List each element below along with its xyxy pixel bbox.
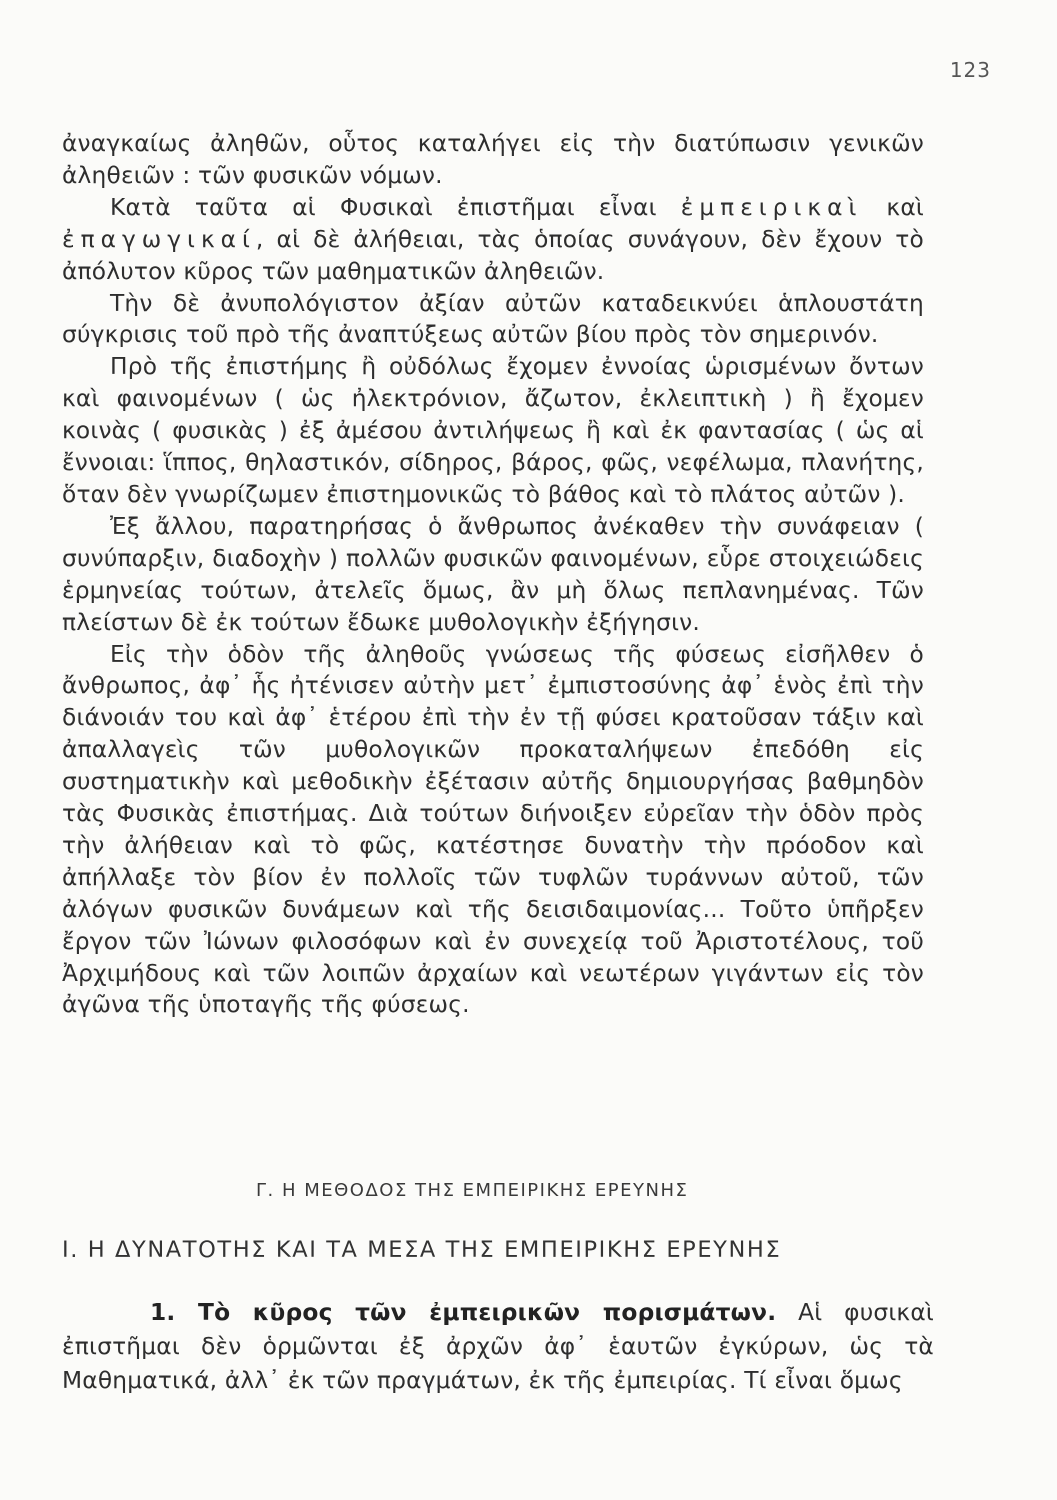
paragraph-2 bbox=[62, 192, 924, 288]
subsection-paragraph bbox=[62, 1296, 934, 1397]
paragraph-5: Ἐξ ἄλλου, παρατηρήσας ὁ ἄνθρωπος ἀνέκαθεν τὴν συνάφειαν ( συνύπαρξιν, διαδοχὴν ) πολλῶν φυσικῶν φαινομένων, εὗρε στοιχειώδεις ἑρμηνείας τούτων, ἀτελεῖς ὅμως, ἂν μὴ ὅλως πεπλανημένας. Τῶν πλείστων δὲ ἐκ τούτων ἔδωκε μυθολογικὴν ἐξήγησιν. bbox=[62, 512, 924, 636]
paragraph-2-middle: καὶ bbox=[862, 193, 924, 221]
chapter-title: Ι. Η ΔΥΝΑΤΟΤΗΣ ΚΑΙ ΤΑ ΜΕΣΑ ΤΗΣ ΕΜΠΕΙΡΙΚΗΣ ΕΡΕΥΝΗΣ bbox=[62, 1237, 782, 1263]
emphasis-empirical: ἐμπειρικαὶ bbox=[680, 193, 863, 221]
subsection-body: Αἱ φυσικαὶ ἐπιστῆμαι δὲν ὁρμῶνται ἐξ ἀρχῶν ἀφ᾿ ἑαυτῶν ἐγκύρων, ὡς τὰ Μαθηματικά, ἀλλ᾿ ἐκ τῶν πραγμάτων, ἐκ τῆς ἐμπειρίας. Τί εἶναι ὅμως bbox=[62, 1299, 934, 1394]
paragraph-2-suffix: , αἱ δὲ ἀλήθειαι, τὰς ὁποίας συνάγουν, δὲν ἔχουν τὸ ἀπόλυτον κῦρος τῶν μαθηματικῶν ἀληθειῶν. bbox=[62, 225, 924, 285]
page-number: 123 bbox=[949, 58, 991, 82]
section-title: Γ. Η ΜΕΘΟΔΟΣ ΤΗΣ ΕΜΠΕΙΡΙΚΗΣ ΕΡΕΥΝΗΣ bbox=[256, 1180, 689, 1201]
paragraph-6: Εἰς τὴν ὁδὸν τῆς ἀληθοῦς γνώσεως τῆς φύσεως εἰσῆλθεν ὁ ἄνθρωπος, ἀφ᾿ ἧς ἠτένισεν αὐτὴν μετ᾿ ἐμπιστοσύνης ἀφ᾿ ἑνὸς ἐπὶ τὴν διάνοιάν του καὶ ἀφ᾿ ἑτέρου ἐπὶ τὴν ἐν τῇ φύσει κρατοῦσαν τάξιν καὶ ἀπαλλαγεὶς τῶν μυθολογικῶν προκαταλήψεων ἐπεδόθη εἰς συστηματικὴν καὶ μεθοδικὴν ἐξέτασιν αὐτῆς δημιουργήσας βαθμηδὸν τὰς Φυσικὰς ἐπιστήμας. Διὰ τούτων διήνοιξεν εὐρεῖαν τὴν ὁδὸν πρὸς τὴν ἀλήθειαν καὶ τὸ φῶς, κατέστησε δυνατὴν τὴν πρόοδον καὶ ἀπήλλαξε τὸν βίον ἐν πολλοῖς τῶν τυφλῶν τυράννων αὐτοῦ, τῶν ἀλόγων φυσικῶν δυνάμεων καὶ τῆς δεισιδαιμονίας... Τοῦτο ὑπῆρξεν ἔργον τῶν Ἰώνων φιλοσόφων καὶ ἐν συνεχείᾳ τοῦ Ἀριστοτέλους, τοῦ Ἀρχιμήδους καὶ τῶν λοιπῶν ἀρχαίων καὶ νεωτέρων γιγάντων εἰς τὸν ἀγῶνα τῆς ὑποταγῆς τῆς φύσεως. bbox=[62, 640, 924, 1019]
paragraph-3: Τὴν δὲ ἀνυπολόγιστον ἀξίαν αὐτῶν καταδεικνύει ἁπλουστάτη σύγκρισις τοῦ πρὸ τῆς ἀναπτύξεως αὐτῶν βίου πρὸς τὸν σημερινόν. bbox=[62, 289, 924, 349]
emphasis-inductive: ἐπαγωγικαί bbox=[62, 225, 256, 253]
subsection-heading: 1. Τὸ κῦρος τῶν ἐμπειρικῶν πορισμάτων. bbox=[150, 1299, 777, 1326]
paragraph-2-prefix: Κατὰ ταῦτα αἱ Φυσικαὶ ἐπιστῆμαι εἶναι bbox=[110, 193, 681, 221]
body-text bbox=[62, 128, 924, 1021]
paragraph-1: ἀναγκαίως ἀληθῶν, οὗτος καταλήγει εἰς τὴν διατύπωσιν γενικῶν ἀληθειῶν : τῶν φυσικῶν νόμων. bbox=[62, 130, 924, 189]
subsection-text bbox=[62, 1296, 934, 1397]
paragraph-4: Πρὸ τῆς ἐπιστήμης ἢ οὐδόλως ἔχομεν ἐννοίας ὡρισμένων ὄντων καὶ φαινομένων ( ὡς ἠλεκτρόνιον, ἄζωτον, ἐκλειπτικὴ ) ἢ ἔχομεν κοινὰς ( φυσικὰς ) ἐξ ἀμέσου ἀντιλήψεως ἢ καὶ ἐκ φαντασίας ( ὡς αἱ ἔννοιαι: ἵππος, θηλαστικόν, σίδηρος, βάρος, φῶς, νεφέλωμα, πλανήτης, ὅταν δὲν γνωρίζωμεν ἐπιστημονικῶς τὸ βάθος καὶ τὸ πλάτος αὐτῶν ). bbox=[62, 353, 924, 508]
